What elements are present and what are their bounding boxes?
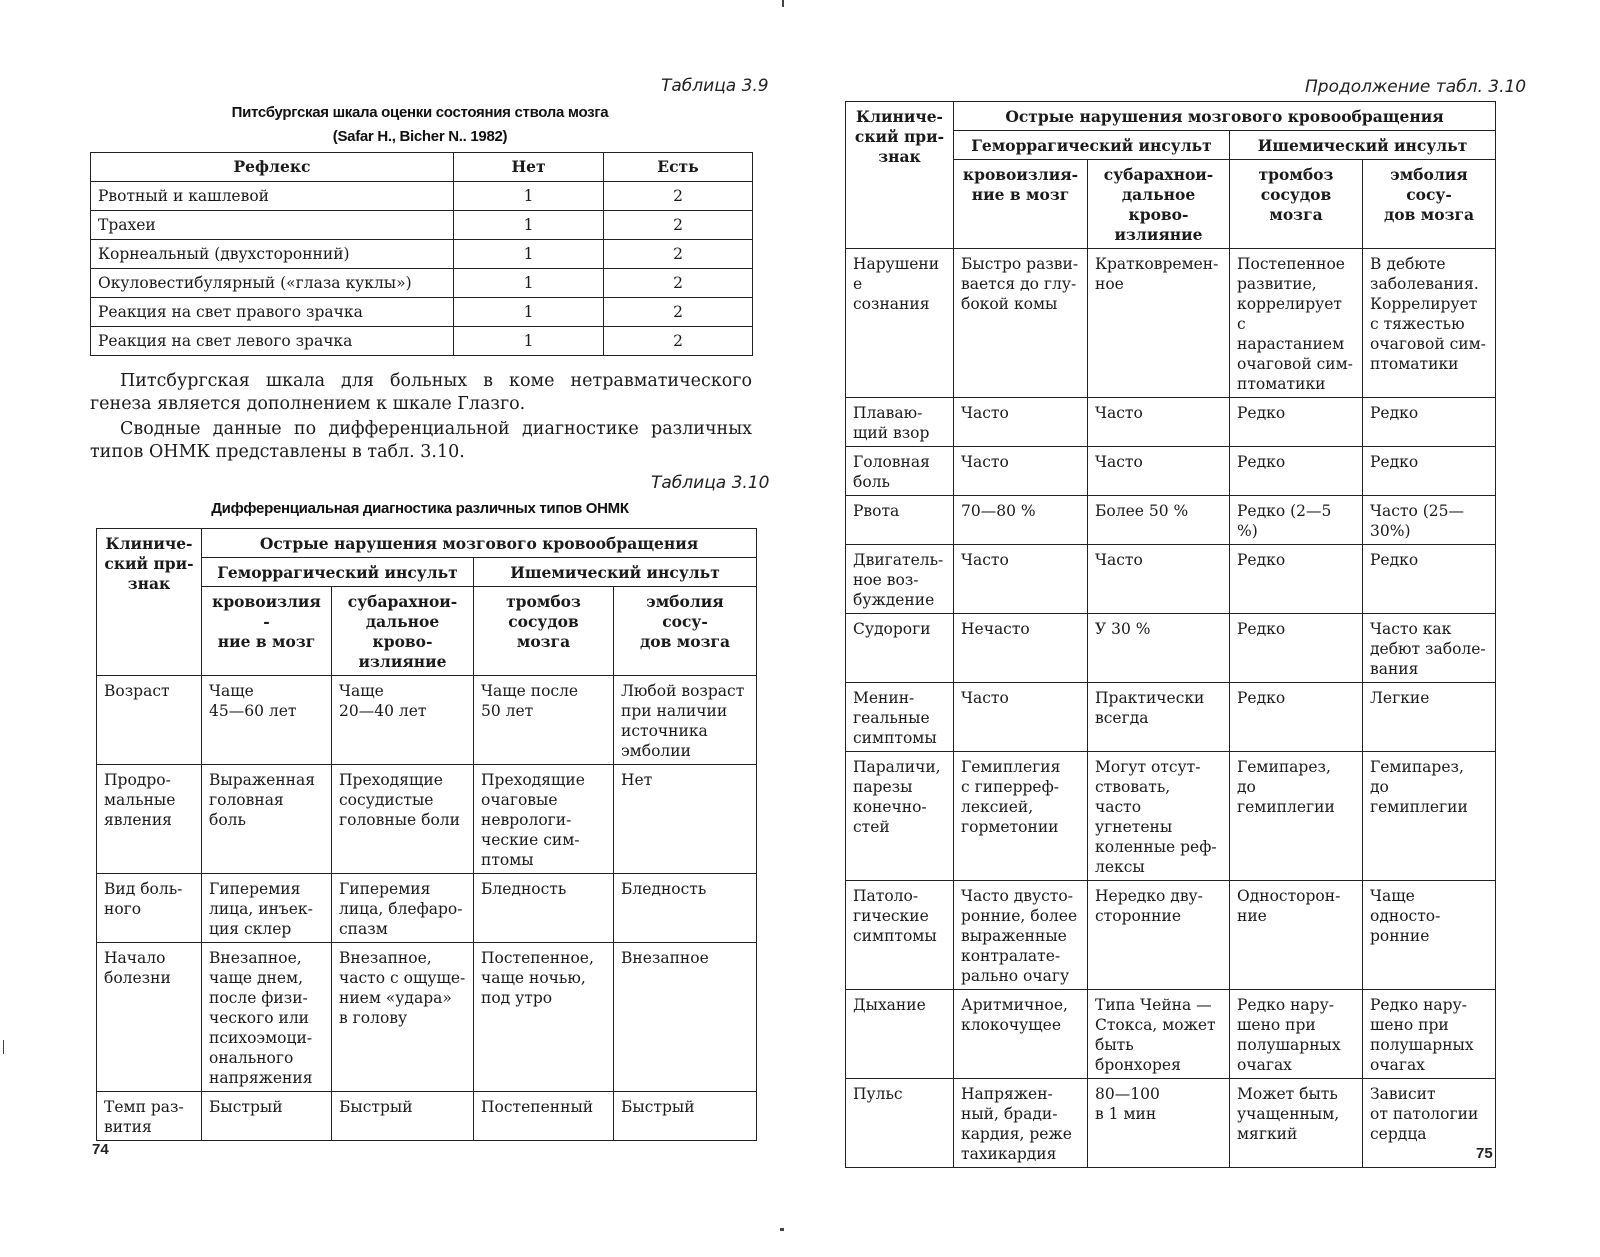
table-cell: 70—80 % [954,496,1088,545]
pittsburgh-row [91,327,753,356]
table-cell: Чаще 45—60 лет [202,676,332,765]
row-label-cell: Пульс [846,1079,954,1168]
table-cell: Часто [954,398,1088,447]
table-row [97,765,757,874]
table-row [846,545,1496,614]
table-3-9-title-line2: (Safar H., Bicher N.. 1982) [332,128,508,145]
header-subtype-text: эмболия сосу- дов мозга [1383,165,1475,224]
table-cell: Легкие [1363,683,1496,752]
table-cell: Любой возраст при наличии источника эмболии [614,676,757,765]
table-row [97,874,757,943]
table-cell: Чаще после 50 лет [474,676,614,765]
table-cell: Редко [1230,545,1363,614]
continuation-label: Продолжение табл. 3.10 [1305,77,1527,97]
table-3-10-title: Дифференциальная диагностика различных типов ОНМК [211,500,629,517]
pittsburgh-row [91,298,753,327]
table-cell: Быстрый [202,1092,332,1141]
scan-speck [780,1228,784,1231]
row-label-cell: Продро- мальные явления [97,765,202,874]
table-cell: Типа Чейна — Стокса, может быть бронхорея [1088,990,1230,1079]
table-cell: Часто [954,447,1088,496]
table-header-row [97,529,757,558]
header-subtype [1363,160,1496,249]
page-number-left: 74 [92,1141,109,1158]
table-cell: Преходящие очаговые неврологи- ческие сим- птомы [474,765,614,874]
table-cell: 1 [454,240,604,269]
header-reflex: Рефлекс [91,153,454,182]
table-cell: Редко [1363,398,1496,447]
row-label-cell: Параличи, парезы конечно- стей [846,752,954,881]
scan-speck [782,0,784,7]
table-cell: Односторон- ние [1230,881,1363,990]
table-cell: Гемиплегия с гиперреф- лексией, горметонии [954,752,1088,881]
table-cell: Чаще односто- ронние [1363,881,1496,990]
table-cell: Нет [614,765,757,874]
table-cell: Редко [1363,447,1496,496]
row-label-cell: Рвота [846,496,954,545]
table-cell: Часто [1088,398,1230,447]
pittsburgh-row [91,240,753,269]
table-cell: Часто [1088,447,1230,496]
row-label-cell: Корнеальный (двухсторонний) [91,240,454,269]
row-label-cell: Возраст [97,676,202,765]
table-cell: Преходящие сосудистые головные боли [332,765,474,874]
table-cell: Часто [954,545,1088,614]
table-cell: Гиперемия лица, инъек- ция склер [202,874,332,943]
table-cell: Напряжен- ный, бради- кардия, реже тахикардия [954,1079,1088,1168]
row-label-cell: Темп раз- вития [97,1092,202,1141]
scan-speck [3,1040,4,1054]
table-cell: Часто [954,683,1088,752]
table-cell: 80—100 в 1 мин [1088,1079,1230,1168]
table-cell: Быстро разви- вается до глу- бокой комы [954,249,1088,398]
table-row [846,1079,1496,1168]
table-cell: Быстрый [332,1092,474,1141]
pittsburgh-row [91,269,753,298]
header-subtype-text: кровоизлия- ние в мозг [212,592,321,651]
header-subtype-text: эмболия сосу- дов мозга [639,592,731,651]
header-clinical-sign [97,529,202,676]
table-header-row [846,102,1496,131]
table-cell: Часто двусто- ронние, более выраженные контралате- рально очагу [954,881,1088,990]
table-cell: Нередко дву- сторонние [1088,881,1230,990]
table-row [846,881,1496,990]
paragraph-2: Сводные данные по дифференциальной диагностике различных типов ОНМК представлены в табл. 3.10. [90,419,752,462]
row-label-cell: Двигатель- ное воз- буждение [846,545,954,614]
header-ischemic: Ишемический инсульт [474,558,757,587]
table-cell: Внезапное, чаще днем, после физи- ческого или психоэмоци- онального напряжения [202,943,332,1092]
row-label-cell: Рвотный и кашлевой [91,182,454,211]
paragraph-1: Питсбургская шкала для больных в коме нетравматического генеза является дополнением к шкале Глазго. [90,371,752,414]
table-cell: Гемипарез, до гемиплегии [1363,752,1496,881]
table-cell: Чаще 20—40 лет [332,676,474,765]
header-subtype-text: тромбоз сосудов мозга [506,592,581,651]
table-row [97,943,757,1092]
table-cell: Гемипарез, до гемиплегии [1230,752,1363,881]
table-cell: Зависит от патологии сердца [1363,1079,1496,1168]
pittsburgh-row [91,182,753,211]
table-cell: Может быть учащенным, мягкий [1230,1079,1363,1168]
table-cell: 1 [454,327,604,356]
header-subtype-text: тромбоз сосудов мозга [1258,165,1334,224]
header-subtype [474,587,614,676]
table-row [846,496,1496,545]
table-cell: Практически всегда [1088,683,1230,752]
table-cell: Выраженная головная боль [202,765,332,874]
header-subtype [1088,160,1230,249]
page-number-right: 75 [1476,1145,1493,1162]
row-label-cell: Вид боль- ного [97,874,202,943]
row-label-cell: Начало болезни [97,943,202,1092]
table-header-row [91,153,753,182]
row-label-cell: Окуловестибулярный («глаза куклы») [91,269,454,298]
header-yes: Есть [604,153,753,182]
table-cell: Редко нару- шено при полушарных очагах [1363,990,1496,1079]
row-label-cell: Реакция на свет левого зрачка [91,327,454,356]
table-cell: Редко нару- шено при полушарных очагах [1230,990,1363,1079]
table-cell: 2 [604,240,753,269]
table-cell: 2 [604,298,753,327]
table-cell: Кратковремен- ное [1088,249,1230,398]
table-row [97,1092,757,1141]
table-cell: Редко [1230,447,1363,496]
table-cell: У 30 % [1088,614,1230,683]
table-row [846,990,1496,1079]
row-label-cell: Трахеи [91,211,454,240]
header-ischemic: Ишемический инсульт [1230,131,1496,160]
table-row [846,752,1496,881]
table-3-9-title [90,101,750,149]
header-subtype [202,587,332,676]
table-cell: Более 50 % [1088,496,1230,545]
table-cell: Часто как дебют заболе- вания [1363,614,1496,683]
table-cell: Редко [1230,614,1363,683]
header-subtype [332,587,474,676]
table-3-9-label: Таблица 3.9 [661,76,769,96]
table-cell: 1 [454,182,604,211]
table-cell: Редко [1363,545,1496,614]
table-cell: Постепенное развитие, коррелирует с нарастанием очаговой сим- птоматики [1230,249,1363,398]
table-cell: Гиперемия лица, блефаро- спазм [332,874,474,943]
table-cell: 1 [454,269,604,298]
row-label-cell: Плаваю- щий взор [846,398,954,447]
table-cell: Редко [1230,683,1363,752]
pittsburgh-row [91,211,753,240]
table-cell: Часто (25— 30%) [1363,496,1496,545]
table-row [846,614,1496,683]
row-label-cell: Нарушение сознания [846,249,954,398]
table-cell: 2 [604,182,753,211]
row-label-cell: Дыхание [846,990,954,1079]
table-cell: Редко [1230,398,1363,447]
table-row [846,447,1496,496]
table-cell: Постепенный [474,1092,614,1141]
header-subtype-text: субарахнои- дальное крово- излияние [1103,165,1214,244]
differential-diagnosis-table [96,528,757,1141]
table-3-10-label: Таблица 3.10 [651,473,770,493]
header-clinical-sign-text: Клиниче- ский при- знак [854,107,945,166]
table-row [846,398,1496,447]
header-clinical-sign [846,102,954,249]
row-label-cell: Реакция на свет правого зрачка [91,298,454,327]
header-hemorrhagic: Геморрагический инсульт [954,131,1230,160]
row-label-cell: Менин- геальные симптомы [846,683,954,752]
table-cell: 1 [454,298,604,327]
right-page [800,0,1600,1257]
differential-table-body [97,676,757,1141]
table-cell: Постепенное, чаще ночью, под утро [474,943,614,1092]
header-subtype-text: субарахнои- дальное крово- излияние [347,592,458,671]
differential-diagnosis-table-continued [845,101,1496,1168]
header-subtype-text: кровоизлия- ние в мозг [962,165,1079,204]
table-cell: Бледность [474,874,614,943]
header-group: Острые нарушения мозгового кровообращения [202,529,757,558]
table-cell: В дебюте заболевания. Коррелирует с тяжестью очаговой сим- птоматики [1363,249,1496,398]
differential-table-continued-body [846,249,1496,1168]
table-cell: 2 [604,269,753,298]
table-cell: 1 [454,211,604,240]
header-no: Нет [454,153,604,182]
table-row [846,683,1496,752]
header-clinical-sign-text: Клиниче- ский при- знак [104,534,194,593]
table-3-9-title-line1: Питсбургская шкала оценки состояния ствола мозга [231,104,609,121]
table-cell: Быстрый [614,1092,757,1141]
header-subtype [954,160,1088,249]
table-row [846,249,1496,398]
table-row [97,676,757,765]
table-cell: 2 [604,211,753,240]
header-group: Острые нарушения мозгового кровообращения [954,102,1496,131]
pittsburgh-scale-table [90,152,753,356]
header-hemorrhagic: Геморрагический инсульт [202,558,474,587]
pittsburgh-table-body [91,182,753,356]
table-cell: Редко (2—5 %) [1230,496,1363,545]
header-subtype [1230,160,1363,249]
table-cell: Внезапное, часто с ощуще- нием «удара» в голову [332,943,474,1092]
table-cell: Нечасто [954,614,1088,683]
row-label-cell: Патоло- гические симптомы [846,881,954,990]
table-cell: Аритмичное, клокочущее [954,990,1088,1079]
table-cell: Часто [1088,545,1230,614]
row-label-cell: Судороги [846,614,954,683]
table-cell: Могут отсут- ствовать, часто угнетены коленные реф- лексы [1088,752,1230,881]
table-cell: 2 [604,327,753,356]
row-label-cell: Головная боль [846,447,954,496]
header-subtype [614,587,757,676]
table-cell: Внезапное [614,943,757,1092]
table-cell: Бледность [614,874,757,943]
